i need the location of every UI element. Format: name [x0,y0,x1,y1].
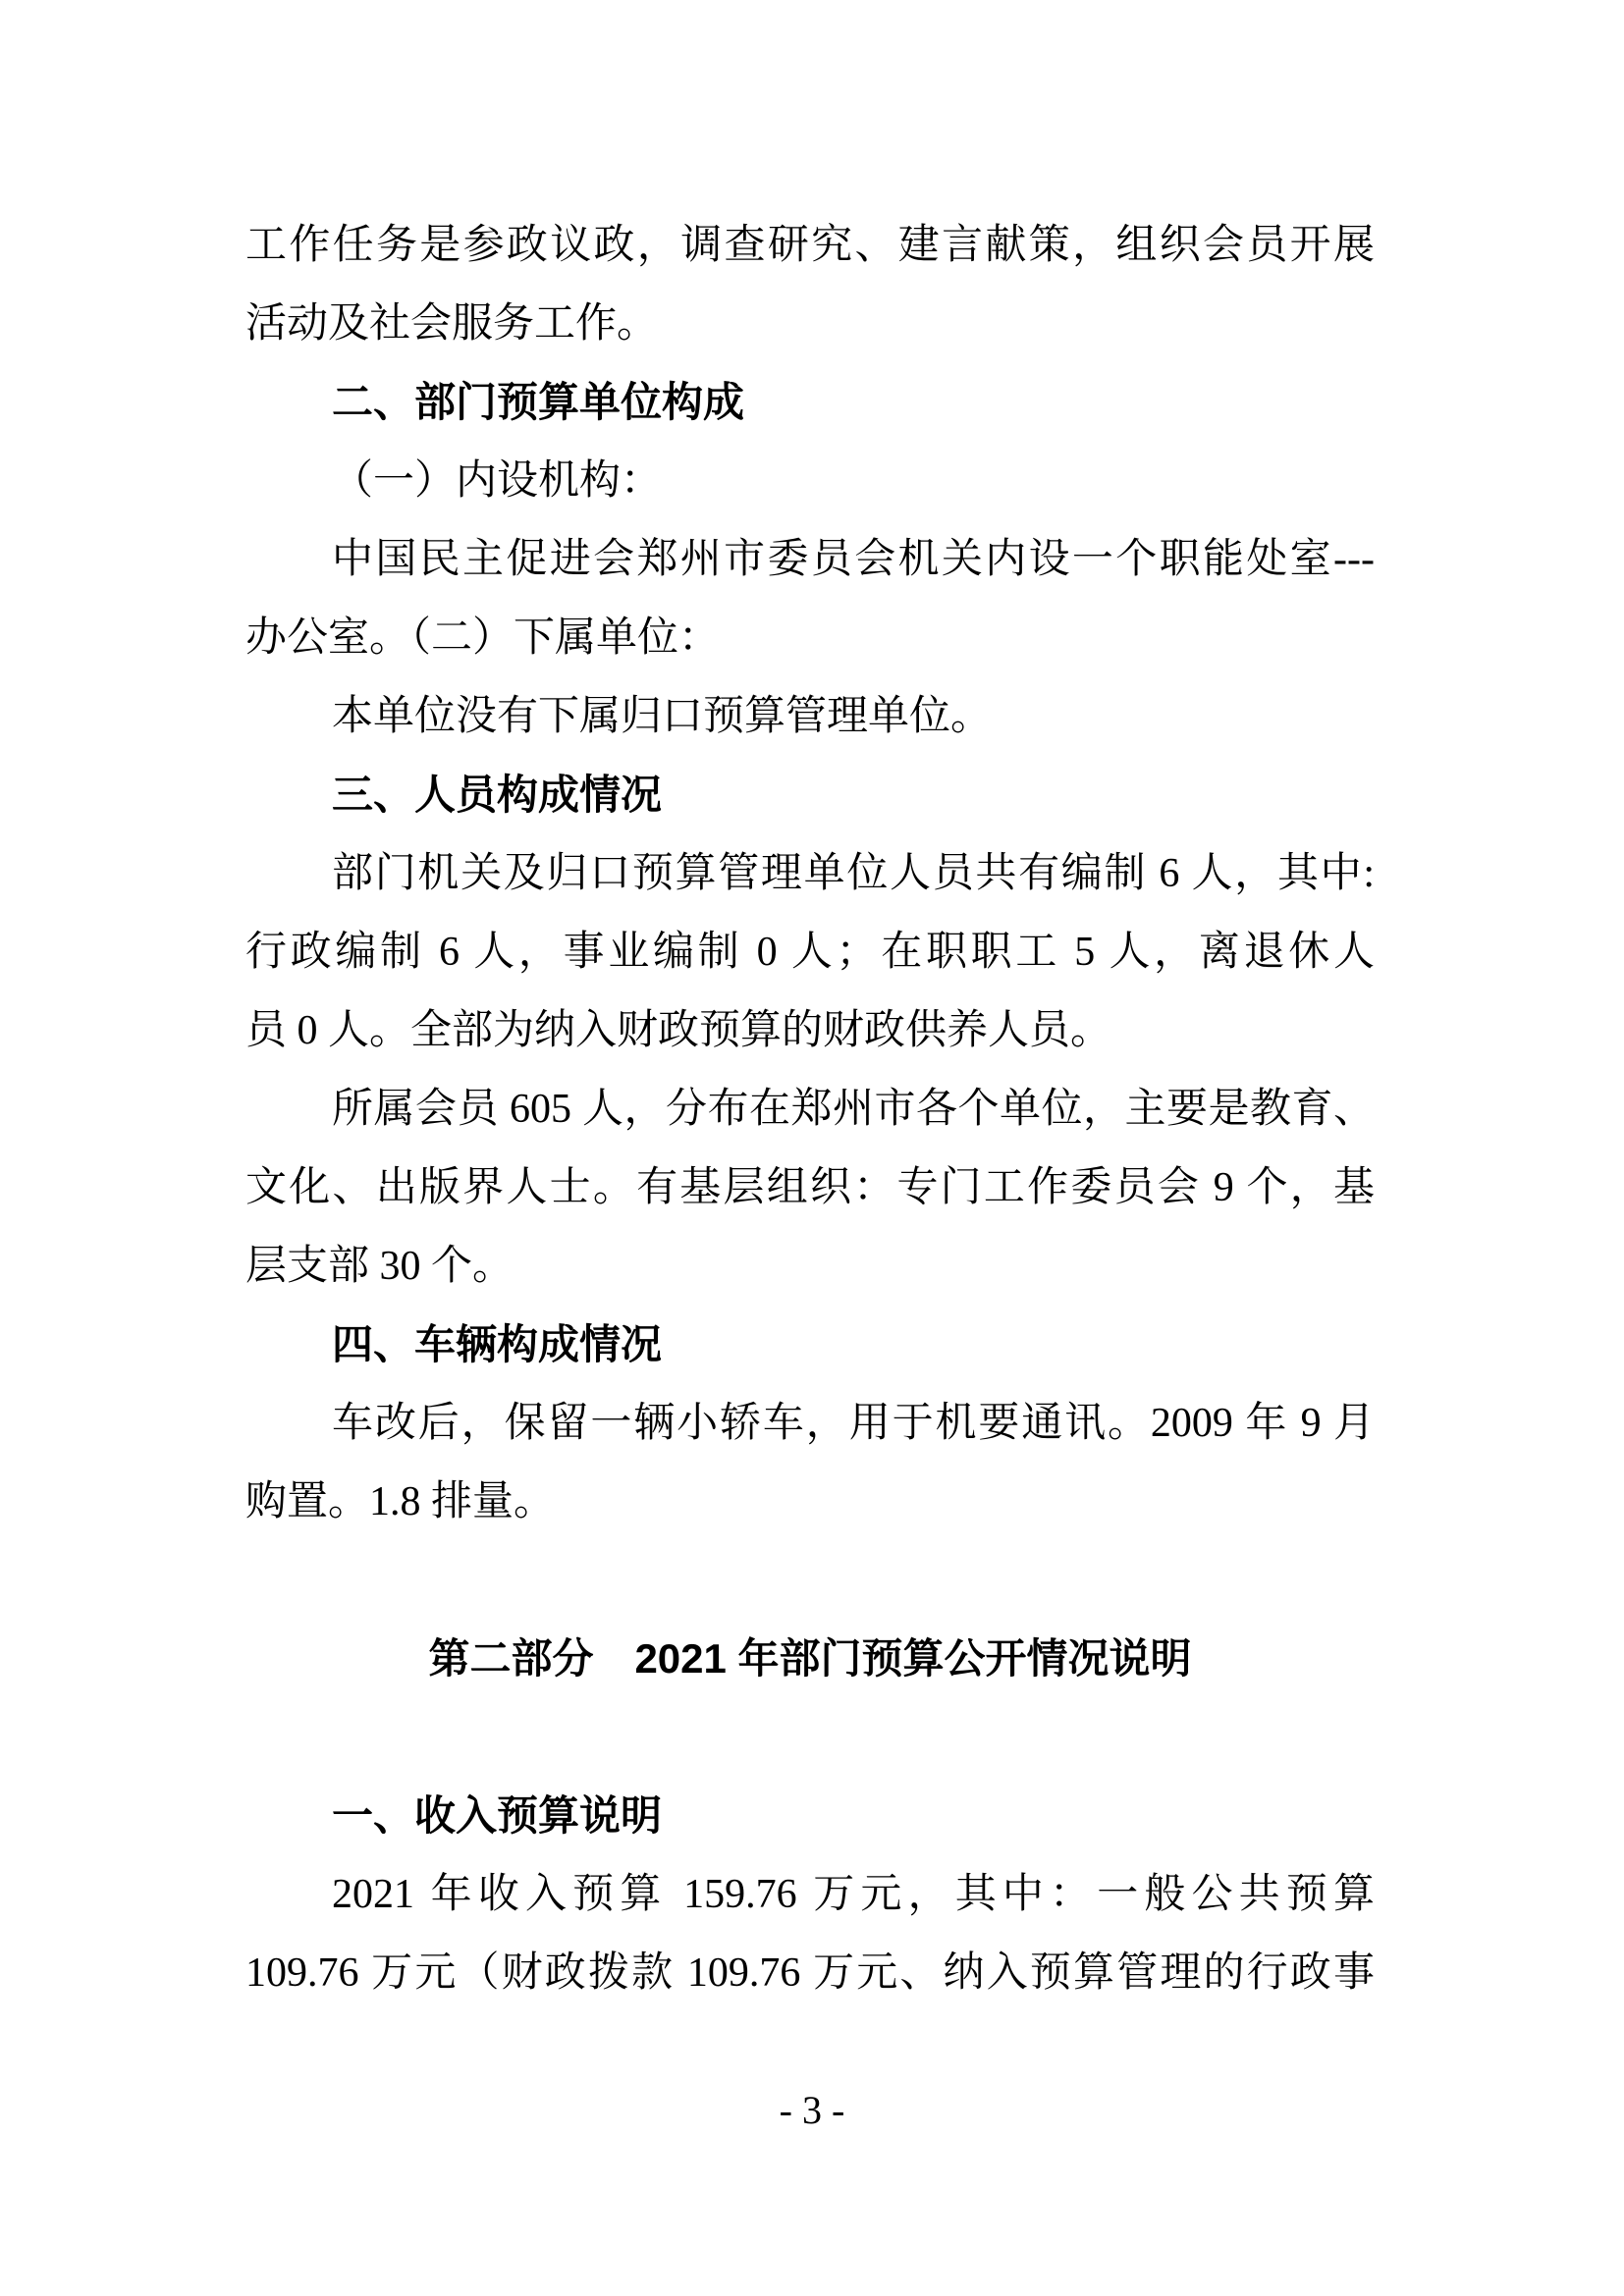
text-line: 工作任务是参政议政，调查研究、建言献策，组织会员开展 [245,223,1375,268]
text-line: 行政编制 6 人，事业编制 0 人；在职职工 5 人，离退休人 [245,930,1375,975]
text-line: 2021 年收入预算 159.76 万元，其中：一般公共预算 [332,1872,1375,1917]
text-line: 层支部 30 个。 [245,1244,514,1289]
text-line: 购置。1.8 排量。 [245,1479,556,1524]
text-line: 所属会员 605 人，分布在郑州市各个单位，主要是教育、 [332,1087,1375,1132]
text-line: 车改后，保留一辆小轿车，用于机要通讯。2009 年 9 月 [332,1401,1375,1446]
text-line: 本单位没有下属归口预算管理单位。 [332,694,993,739]
text-line: （一）内设机构： [332,458,663,504]
part-title: 第二部分 2021 年部门预算公开情况说明 [428,1635,1192,1682]
text-line: 员 0 人。全部为纳入财政预算的财政供养人员。 [245,1008,1112,1053]
text-line: 办公室。（二）下属单位： [245,615,721,661]
page-number: - 3 - [779,2088,845,2132]
blank-line [245,1541,1375,1620]
section-heading: 二、部门预算单位构成 [332,379,745,425]
text-line: 文化、出版界人士。有基层组织：专门工作委员会 9 个，基 [245,1165,1375,1210]
document-body [245,206,1375,2012]
text-line: 109.76 万元（财政拨款 109.76 万元、纳入预算管理的行政事 [245,1950,1375,1996]
text-line: 中国民主促进会郑州市委员会机关内设一个职能处室--- [332,537,1375,582]
section-heading: 四、车辆构成情况 [332,1321,663,1367]
text-line: 活动及社会服务工作。 [245,301,659,347]
text-line: 部门机关及归口预算管理单位人员共有编制 6 人，其中: [332,851,1375,896]
blank-line [245,1698,1375,1777]
section-heading: 一、收入预算说明 [332,1792,663,1839]
section-heading: 三、人员构成情况 [332,772,663,818]
